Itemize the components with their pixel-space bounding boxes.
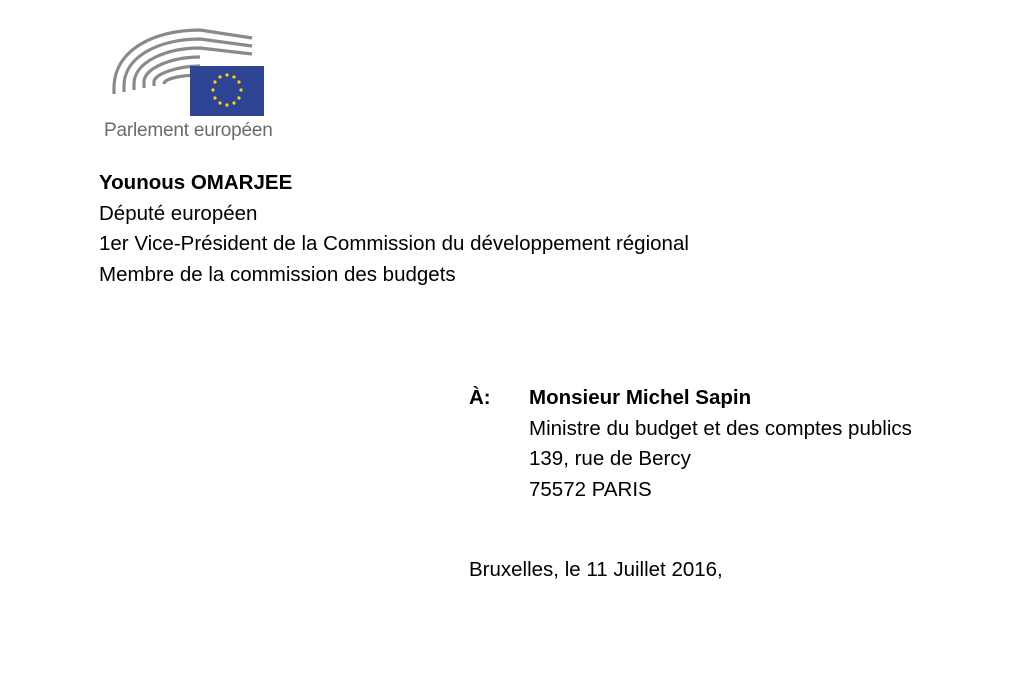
recipient-name: Monsieur Michel Sapin	[529, 386, 752, 409]
recipient-label: À:	[469, 386, 491, 409]
hemicycle-flag-icon	[104, 28, 274, 120]
sender-role: 1er Vice-Président de la Commission du développement régional	[99, 232, 689, 255]
recipient-city: 75572 PARIS	[529, 477, 652, 501]
recipient-title: Ministre du budget et des comptes publics	[529, 416, 912, 440]
sender-name: Younous OMARJEE	[99, 171, 293, 194]
recipient-street: 139, rue de Bercy	[529, 447, 691, 470]
date-line: Bruxelles, le 11 Juillet 2016,	[469, 558, 723, 581]
sender-block	[99, 168, 689, 290]
sender-title: Député européen	[99, 201, 258, 225]
recipient-address	[529, 383, 912, 505]
european-parliament-logo	[104, 28, 274, 146]
logo-caption: Parlement européen	[104, 120, 273, 141]
sender-membership: Membre de la commission des budgets	[99, 262, 456, 286]
